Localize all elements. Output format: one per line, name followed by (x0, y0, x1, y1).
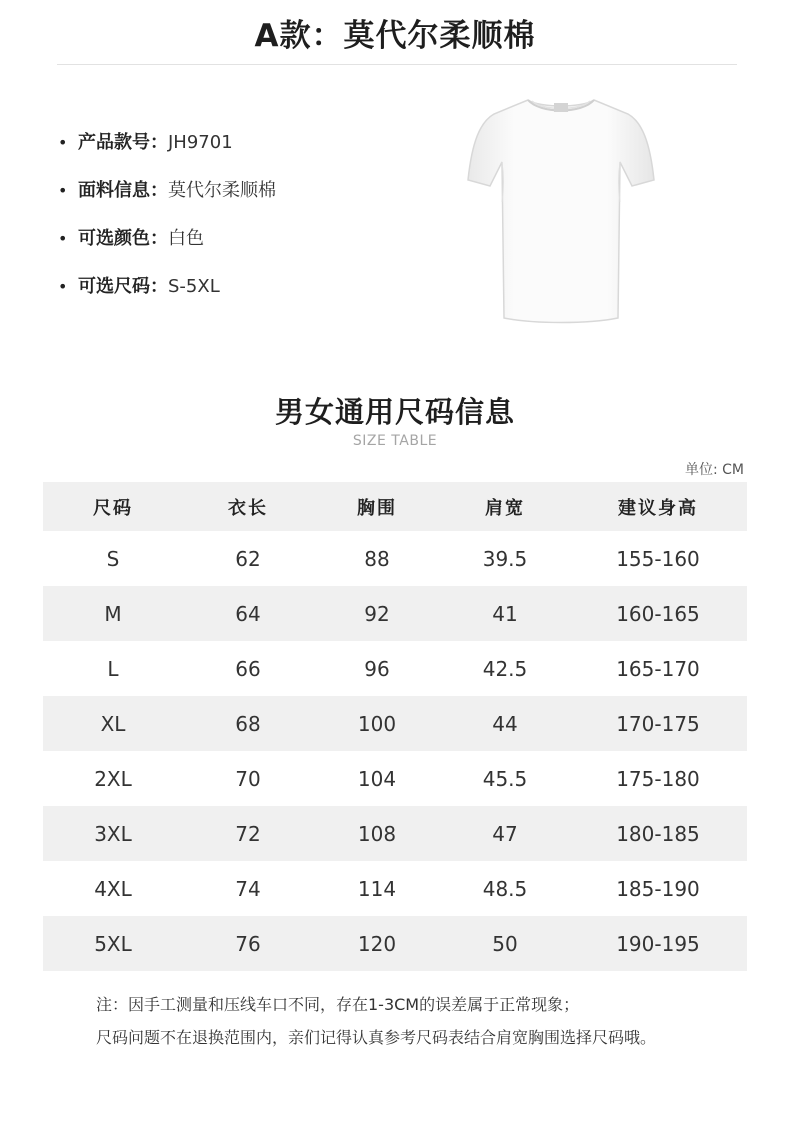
cell-shoulder: 48.5 (482, 876, 528, 901)
table-row (43, 861, 747, 916)
cell-length: 70 (235, 766, 261, 791)
return-policy-note: 尺码问题不在退换范围内，亲们记得认真参考尺码表结合肩宽胸围选择尺码哦。 (96, 1028, 657, 1047)
spec-label: 产品款号： (78, 132, 168, 153)
cell-length: 74 (235, 876, 261, 901)
spec-value: 白色 (168, 228, 204, 249)
bullet-icon: • (58, 133, 68, 152)
cell-shoulder: 39.5 (482, 546, 528, 571)
spec-label: 可选颜色： (78, 228, 168, 249)
title-divider (57, 64, 737, 65)
cell-chest: 120 (357, 931, 397, 956)
spec-value: JH9701 (168, 132, 233, 153)
spec-value: S-5XL (168, 276, 220, 297)
cell-chest: 96 (364, 656, 390, 681)
table-header-row (43, 482, 747, 531)
cell-length: 62 (235, 546, 261, 571)
table-row (43, 916, 747, 971)
cell-chest: 108 (357, 821, 397, 846)
cell-chest: 104 (357, 766, 397, 791)
cell-chest: 88 (364, 546, 390, 571)
table-row (43, 696, 747, 751)
cell-length: 72 (235, 821, 261, 846)
cell-length: 76 (235, 931, 261, 956)
cell-height: 185-190 (616, 876, 700, 901)
bullet-icon: • (58, 229, 68, 248)
cell-chest: 114 (357, 876, 397, 901)
size-table (43, 482, 747, 971)
spec-label: 面料信息： (78, 180, 168, 201)
header-length: 衣长 (228, 497, 268, 519)
cell-size: S (106, 546, 120, 571)
cell-size: M (104, 601, 122, 626)
cell-length: 68 (235, 711, 261, 736)
cell-chest: 100 (357, 711, 397, 736)
size-section-subtitle: SIZE TABLE (352, 433, 438, 449)
unit-label: 单位: CM (684, 462, 744, 478)
header-chest: 胸围 (357, 497, 397, 519)
spec-label: 可选尺码： (78, 276, 168, 297)
header-shoulder: 肩宽 (485, 497, 525, 519)
cell-height: 155-160 (616, 546, 700, 571)
cell-height: 170-175 (616, 711, 700, 736)
cell-height: 165-170 (616, 656, 700, 681)
cell-shoulder: 47 (492, 821, 518, 846)
cell-size: L (107, 656, 119, 681)
spec-item-fabric (58, 176, 438, 224)
page-title: A款：莫代尔柔顺棉 (254, 18, 536, 54)
cell-shoulder: 42.5 (482, 656, 528, 681)
header-height: 建议身高 (618, 497, 698, 519)
spec-item-color (58, 224, 438, 272)
bullet-icon: • (58, 181, 68, 200)
cell-size: 5XL (94, 931, 132, 956)
cell-shoulder: 50 (492, 931, 518, 956)
cell-size: 4XL (94, 876, 132, 901)
spec-item-size (58, 272, 438, 320)
spec-item-model (58, 128, 438, 176)
cell-shoulder: 45.5 (482, 766, 528, 791)
table-row (43, 641, 747, 696)
table-row (43, 586, 747, 641)
bullet-icon: • (58, 277, 68, 296)
measurement-note: 注：因手工测量和压线车口不同，存在1-3CM的误差属于正常现象； (96, 995, 580, 1014)
cell-size: XL (100, 711, 126, 736)
product-spec-list (58, 128, 438, 320)
cell-size: 3XL (94, 821, 132, 846)
cell-height: 175-180 (616, 766, 700, 791)
cell-length: 64 (235, 601, 261, 626)
cell-length: 66 (235, 656, 261, 681)
cell-shoulder: 44 (492, 711, 518, 736)
header-size: 尺码 (93, 497, 133, 519)
spec-value: 莫代尔柔顺棉 (168, 180, 276, 201)
cell-size: 2XL (94, 766, 132, 791)
size-section-title: 男女通用尺码信息 (274, 395, 515, 429)
cell-shoulder: 41 (492, 601, 518, 626)
white-tshirt-icon (458, 92, 664, 328)
table-row (43, 806, 747, 861)
cell-height: 180-185 (616, 821, 700, 846)
table-row (43, 751, 747, 806)
cell-chest: 92 (364, 601, 390, 626)
table-row (43, 531, 747, 586)
cell-height: 190-195 (616, 931, 700, 956)
cell-height: 160-165 (616, 601, 700, 626)
